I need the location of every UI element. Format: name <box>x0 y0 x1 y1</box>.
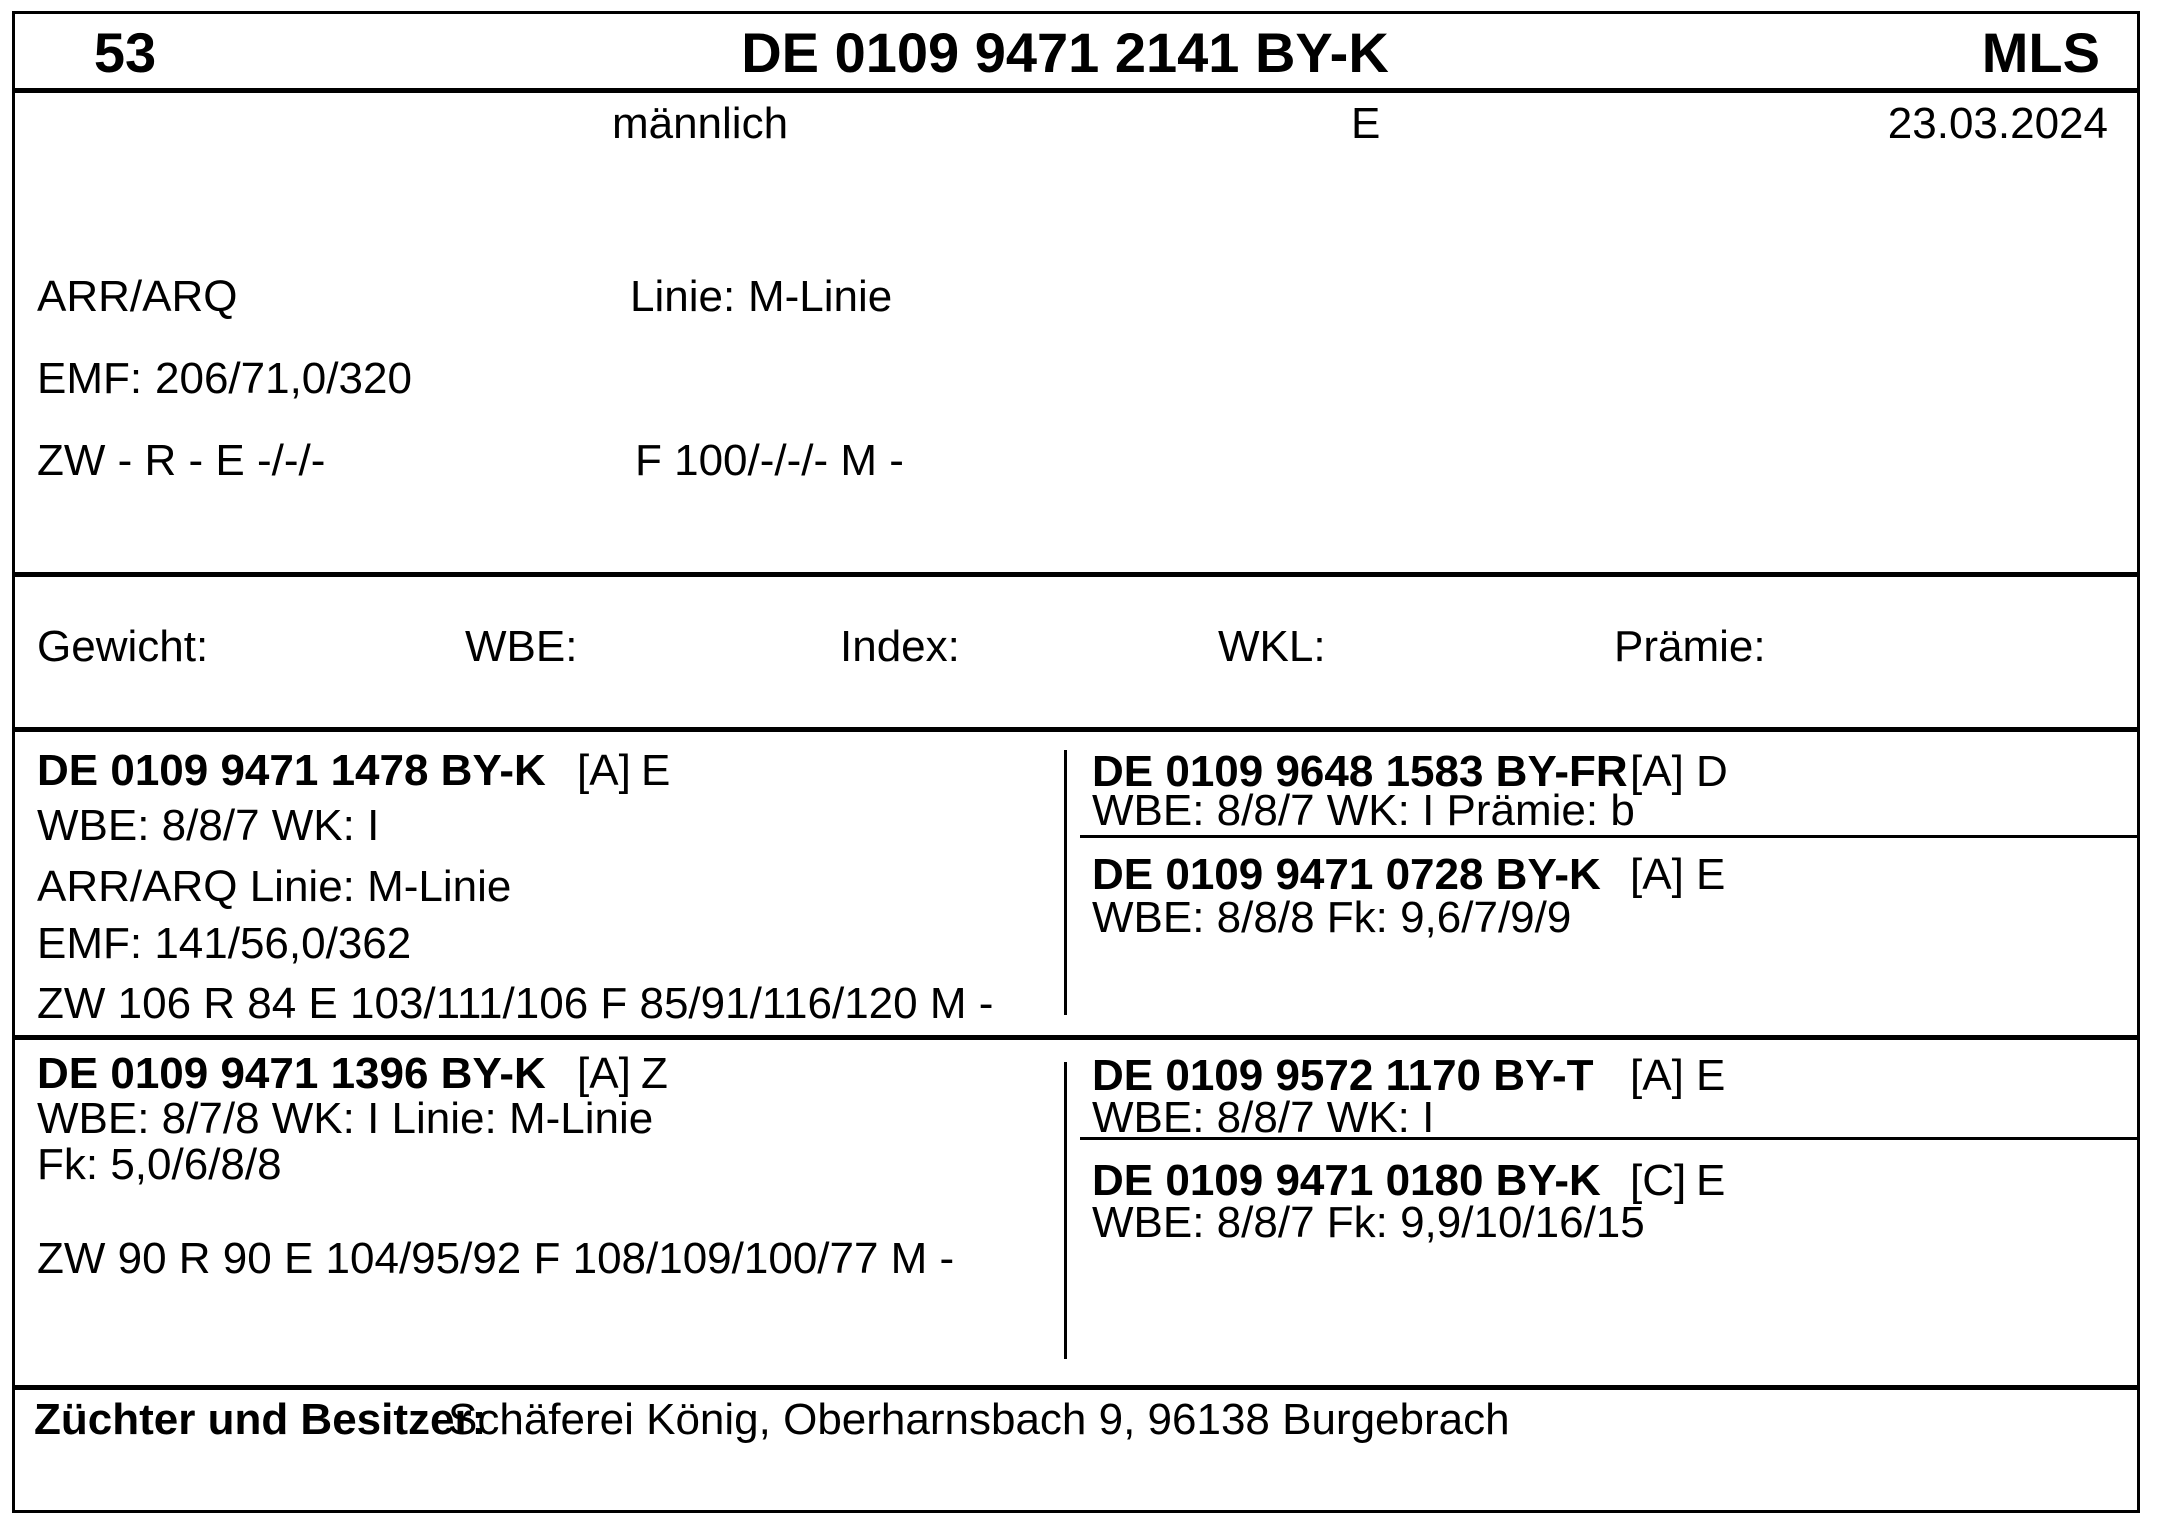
sire-sire-id: DE 0109 9648 1583 BY-FR <box>1092 747 1628 796</box>
sire-dam-bracket: [A] <box>1630 850 1684 899</box>
sire-parents-divider <box>1080 835 2140 838</box>
dam-sire-id: DE 0109 9572 1170 BY-T <box>1092 1051 1594 1100</box>
sire-zw-line: ZW 106 R 84 E 103/111/106 F 85/91/116/120 M - <box>37 979 994 1028</box>
sire-emf-line: EMF: 141/56,0/362 <box>37 919 412 968</box>
lot-number: 53 <box>93 21 157 84</box>
zw-value: ZW - R - E -/-/- <box>37 436 326 485</box>
dam-id: DE 0109 9471 1396 BY-K <box>37 1049 546 1098</box>
sire-sire-bracket: [A] <box>1630 747 1684 796</box>
col-index: Index: <box>840 622 960 671</box>
dam-id-row <box>37 1049 1037 1098</box>
dam-dam-wbe-line: WBE: 8/8/7 Fk: 9,9/10/16/15 <box>1092 1198 1645 1247</box>
dam-dam-id: DE 0109 9471 0180 BY-K <box>1092 1156 1601 1205</box>
dam-dam-id-row <box>1092 1156 2092 1205</box>
linie-label: Linie: <box>630 272 736 321</box>
dam-sire-grade: E <box>1696 1051 1726 1100</box>
sire-grade: E <box>641 746 671 795</box>
sire-bracket: [A] <box>577 746 631 795</box>
breeder-owner-label: Züchter und Besitzer: <box>34 1395 487 1444</box>
dam-zw-line: ZW 90 R 90 E 104/95/92 F 108/109/100/77 M - <box>37 1234 955 1283</box>
emf-label: EMF: <box>37 354 143 403</box>
sire-wbe-line: WBE: 8/8/7 WK: I <box>37 801 380 850</box>
footer-divider <box>12 1385 2140 1390</box>
dam-sire-bracket: [A] <box>1630 1051 1684 1100</box>
breed-code: MLS <box>1981 21 2100 84</box>
sire-id: DE 0109 9471 1478 BY-K <box>37 746 546 795</box>
dam-grade: Z <box>641 1049 668 1098</box>
dam-fk-line: Fk: 5,0/6/8/8 <box>37 1140 282 1189</box>
auction-date: 23.03.2024 <box>1887 99 2108 148</box>
animal-id-title: DE 0109 9471 2141 BY-K <box>741 21 1389 84</box>
sire-sire-grade: D <box>1696 747 1728 796</box>
pedigree-vertical-divider-bottom <box>1064 1062 1067 1359</box>
sire-genotype-line: ARR/ARQ Linie: M-Linie <box>37 862 512 911</box>
dam-bracket: [A] <box>577 1049 631 1098</box>
sire-id-row <box>37 746 1037 795</box>
pedigree-vertical-divider-top <box>1064 750 1067 1015</box>
dam-dam-bracket: [C] <box>1630 1156 1687 1205</box>
sex-label: männlich <box>611 99 789 148</box>
breeder-owner-value: Schäferei König, Oberharnsbach 9, 96138 Burgebrach <box>448 1395 1510 1444</box>
sire-dam-grade: E <box>1696 850 1726 899</box>
col-wkl: WKL: <box>1218 622 1326 671</box>
col-praemie: Prämie: <box>1614 622 1766 671</box>
pedigree-row-divider <box>12 1035 2140 1040</box>
emf-value: 206/71,0/320 <box>155 354 412 403</box>
genotype-value: ARR/ARQ <box>37 272 238 321</box>
col-wbe: WBE: <box>465 622 578 671</box>
grade-label: E <box>1351 99 1381 148</box>
pedigree-top-divider <box>12 727 2140 732</box>
col-gewicht: Gewicht: <box>37 622 209 671</box>
sire-sire-wbe-line: WBE: 8/8/7 WK: I Prämie: b <box>1092 786 1635 835</box>
f-value: F 100/-/-/- M - <box>635 436 904 485</box>
section-divider-top <box>12 572 2140 577</box>
header-divider <box>12 88 2140 93</box>
dam-sire-wbe-line: WBE: 8/8/7 WK: I <box>1092 1093 1435 1142</box>
dam-wbe-line: WBE: 8/7/8 WK: I Linie: M-Linie <box>37 1094 654 1143</box>
sire-dam-id: DE 0109 9471 0728 BY-K <box>1092 850 1601 899</box>
linie-value: M-Linie <box>748 272 893 321</box>
sire-dam-wbe-line: WBE: 8/8/8 Fk: 9,6/7/9/9 <box>1092 893 1572 942</box>
dam-sire-id-row <box>1092 1051 2092 1100</box>
dam-dam-grade: E <box>1696 1156 1726 1205</box>
sire-dam-id-row <box>1092 850 2092 899</box>
